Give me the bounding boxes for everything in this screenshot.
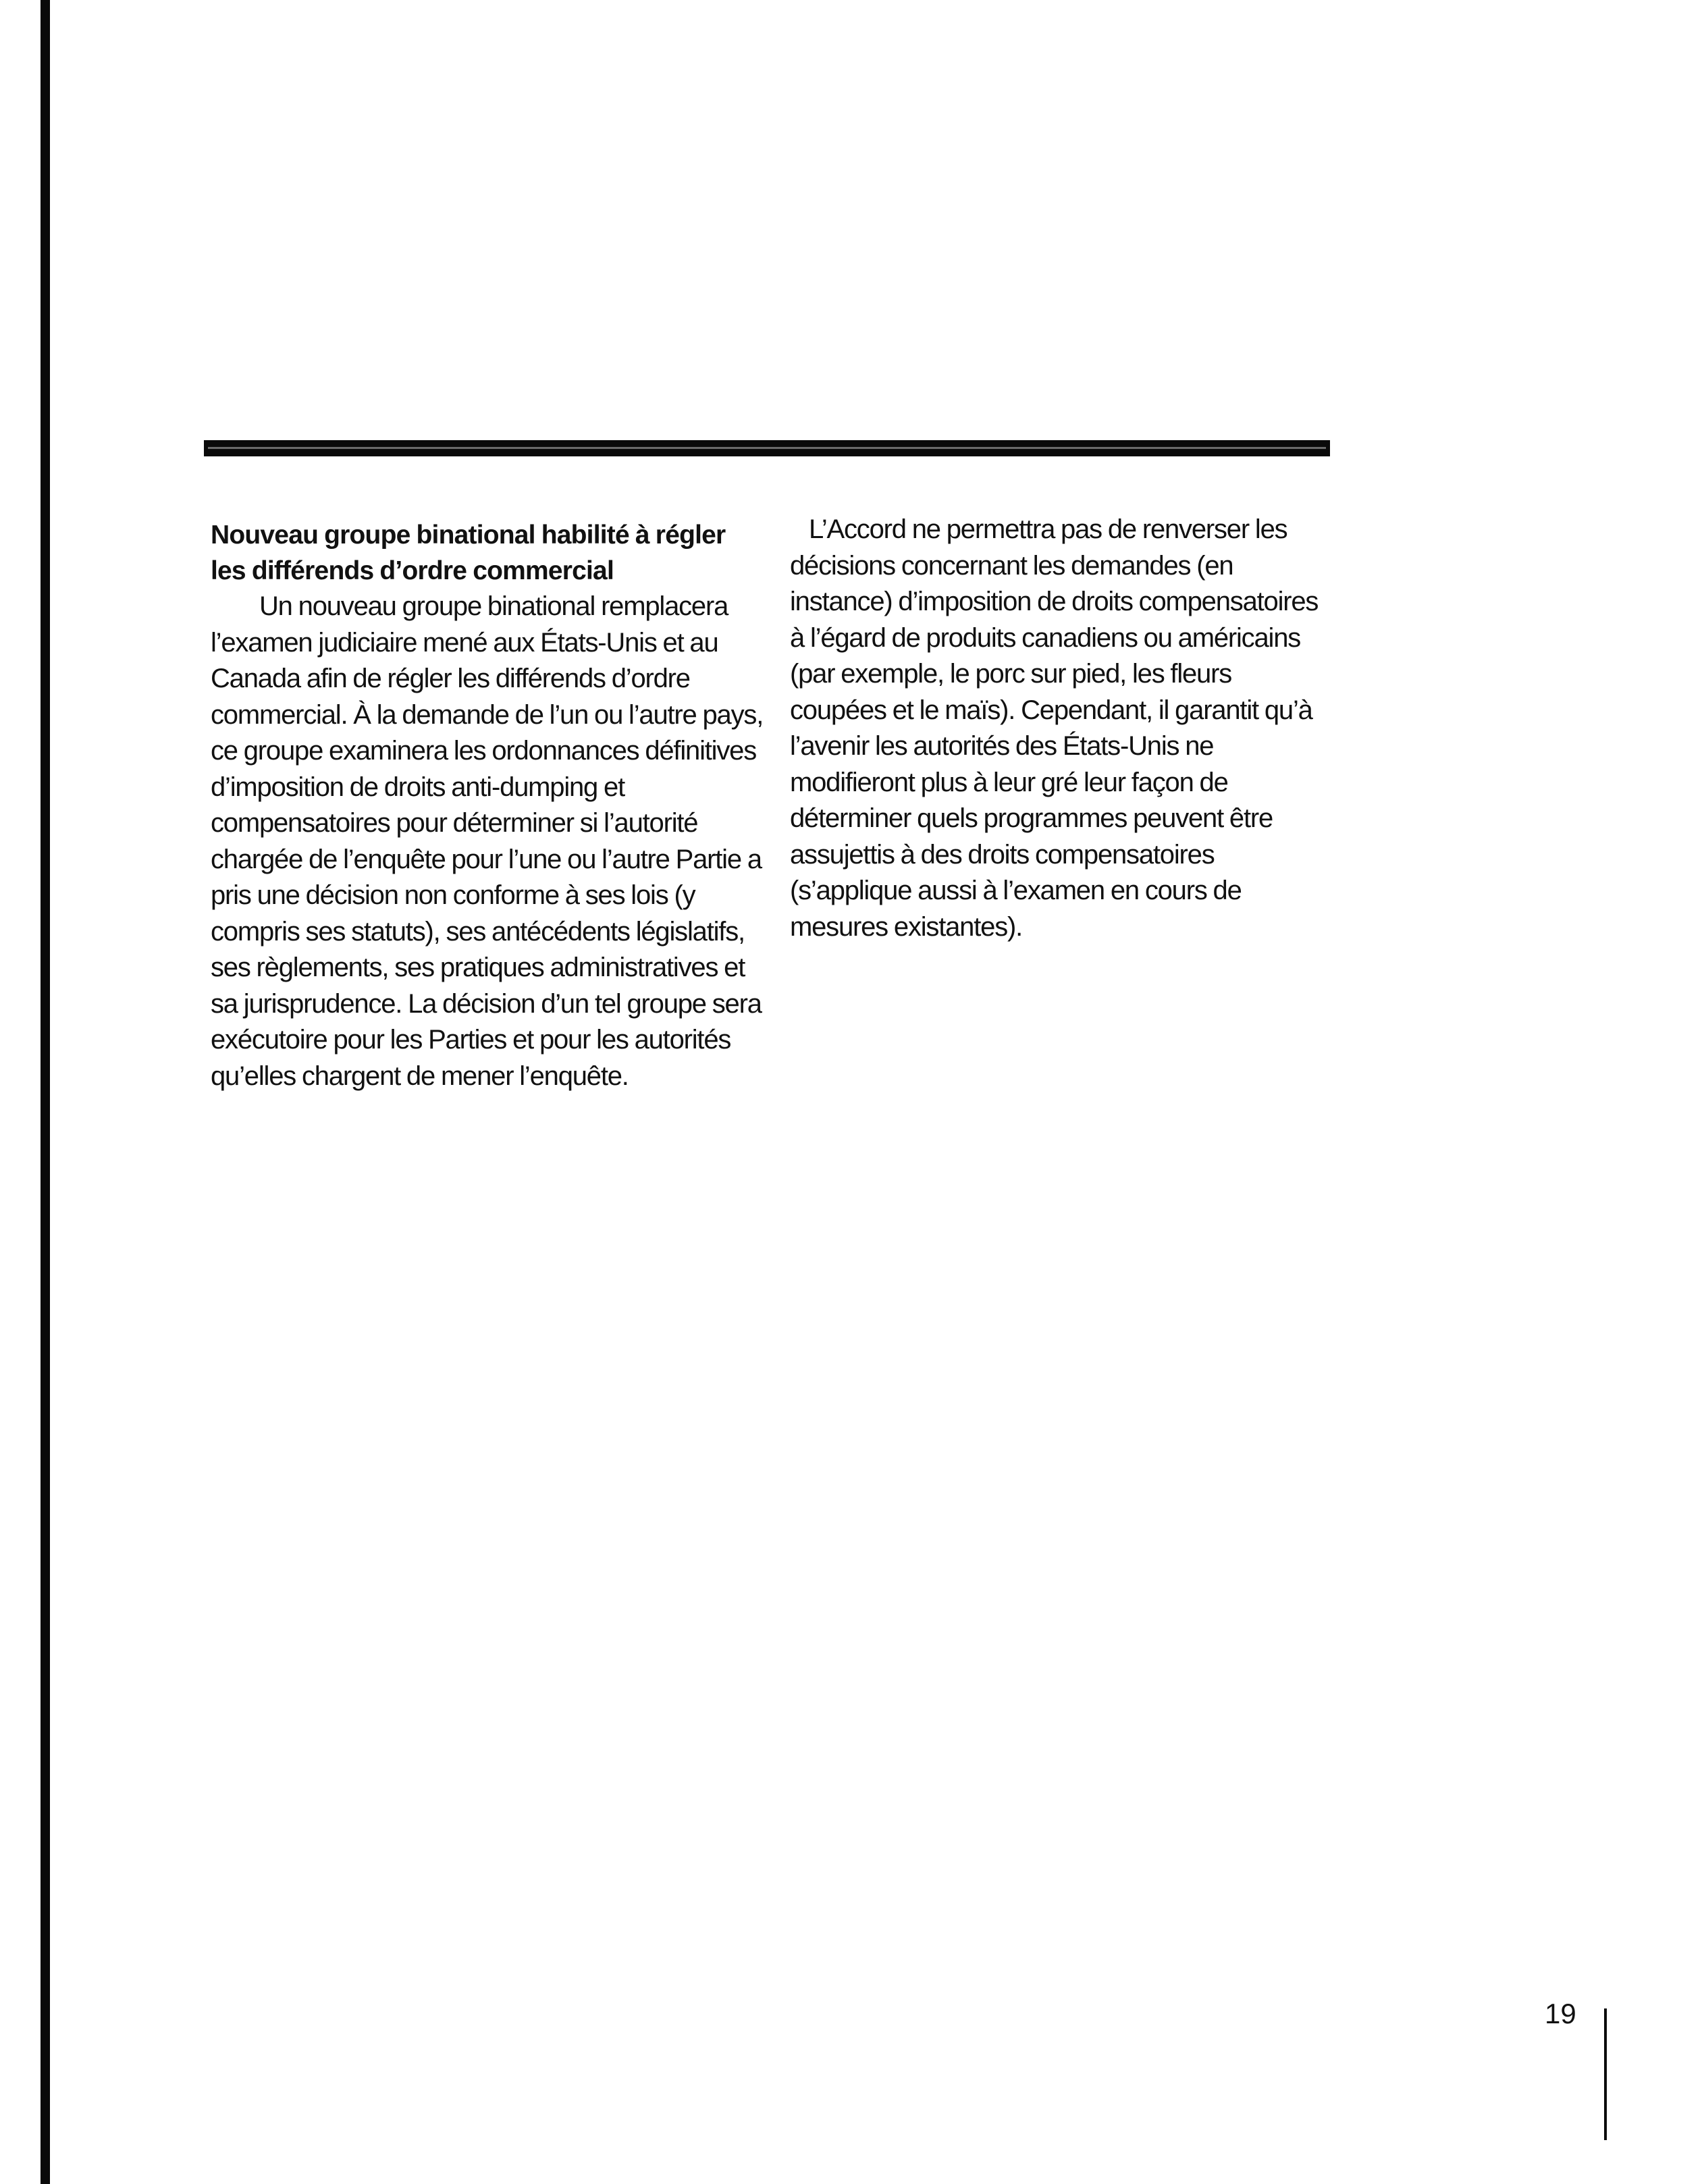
page-number: 19 <box>1545 1998 1576 2029</box>
page-binding-edge <box>41 0 50 2184</box>
section-heading <box>211 517 764 589</box>
section-heading-line-2: les différends d’ordre commercial <box>211 556 614 585</box>
section-heading-line-1: Nouveau groupe binational habilité à régler <box>211 521 726 550</box>
section-divider-rule <box>204 440 1330 456</box>
right-body-paragraph: L’Accord ne permettra pas de renverser les décisions concernant les demandes (en instance) d’imposition de droits compensatoires à l’égard de produits canadiens ou américains (par exemple, le porc sur pied, les fleurs coupées et le maïs). Cependant, il garantit qu’à l’avenir les autorités des États-Unis ne modifieront plus à leur gré leur façon de déterminer quels programmes peuvent être assujettis à des droits compensatoires (s’applique aussi à l’examen en cours de mesures existantes). <box>790 514 1319 942</box>
left-body-paragraph: Un nouveau groupe binational remplacera l’examen judiciaire mené aux États-Unis et au Canada afin de régler les différends d’ordre commercial. À la demande de l’un ou l’autre pays, ce groupe examinera les ordonnances définitives d’imposition de droits anti-dumping et compensatoires pour déterminer si l’autorité chargée de l’enquête pour l’une ou l’autre Partie a pris une décision non conforme à ses lois (y compris ses statuts), ses antécédents législatifs, ses règlements, ses pratiques administratives et sa jurisprudence. La décision d’un tel groupe sera exécutoire pour les Parties et pour les autorités qu’elles chargent de mener l’enquête. <box>211 591 764 1091</box>
right-column <box>790 512 1330 945</box>
left-column <box>211 517 764 1094</box>
page-number-rule <box>1604 2008 1607 2140</box>
